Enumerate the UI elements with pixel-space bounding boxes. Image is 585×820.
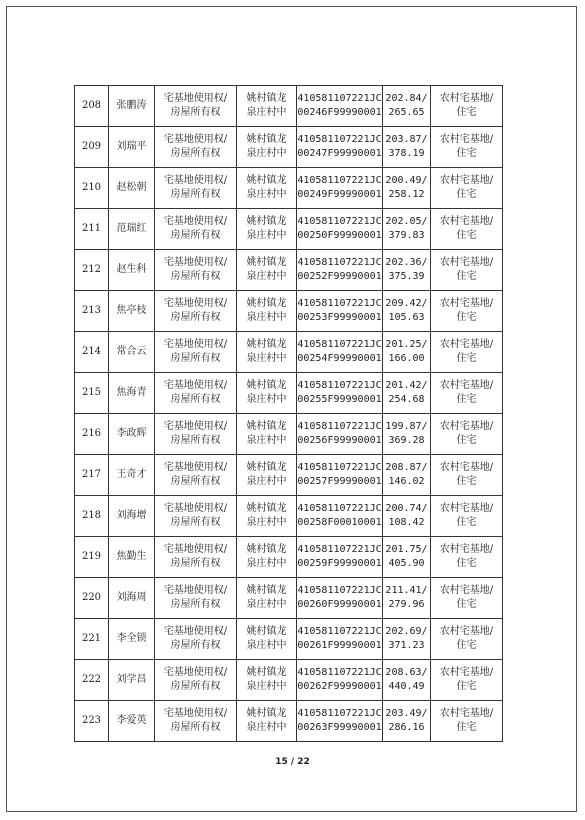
right-type-line-1: 宅基地使用权/ (163, 421, 228, 432)
location-cell (237, 455, 297, 496)
area-line-2: 378.19 (388, 148, 425, 159)
land-use-line-1: 农村宅基地/ (439, 708, 494, 719)
land-use-line-1: 农村宅基地/ (439, 298, 494, 309)
unit-code-line-2: 00254F99990001 (297, 353, 382, 364)
location-cell (237, 660, 297, 701)
right-type-cell (155, 455, 237, 496)
location-line-2: 泉庄村中 (246, 353, 287, 364)
unit-code-cell (297, 619, 383, 660)
right-type-cell (155, 332, 237, 373)
land-use-cell (431, 332, 503, 373)
land-use-line-2: 住宅 (456, 558, 477, 569)
area-line-1: 202.36/ (385, 257, 428, 268)
location-cell (237, 291, 297, 332)
location-line-1: 姚村镇龙 (246, 175, 287, 186)
location-line-1: 姚村镇龙 (246, 626, 287, 637)
area-line-1: 209.42/ (385, 298, 428, 309)
unit-code-cell (297, 496, 383, 537)
right-type-line-1: 宅基地使用权/ (163, 380, 228, 391)
table-row (75, 496, 503, 537)
right-type-line-2: 房屋所有权 (170, 107, 221, 118)
right-type-line-1: 宅基地使用权/ (163, 134, 228, 145)
right-type-line-2: 房屋所有权 (170, 148, 221, 159)
location-cell (237, 619, 297, 660)
location-line-2: 泉庄村中 (246, 107, 287, 118)
area-line-2: 375.39 (388, 271, 425, 282)
right-type-line-1: 宅基地使用权/ (163, 585, 228, 596)
land-use-line-1: 农村宅基地/ (439, 626, 494, 637)
area-line-2: 265.65 (388, 107, 425, 118)
right-type-line-2: 房屋所有权 (170, 681, 221, 692)
land-use-cell (431, 701, 503, 742)
area-cell (383, 701, 431, 742)
table-row (75, 209, 503, 250)
owner-name-cell: 李全锁 (109, 619, 155, 660)
land-use-cell (431, 619, 503, 660)
land-use-line-1: 农村宅基地/ (439, 216, 494, 227)
unit-code-cell (297, 332, 383, 373)
land-use-line-1: 农村宅基地/ (439, 175, 494, 186)
area-line-2: 286.16 (388, 722, 425, 733)
area-line-2: 440.49 (388, 681, 425, 692)
land-use-cell (431, 291, 503, 332)
right-type-cell (155, 619, 237, 660)
unit-code-line-1: 410581107221JC (297, 626, 382, 637)
location-line-1: 姚村镇龙 (246, 339, 287, 350)
unit-code-line-1: 410581107221JC (297, 134, 382, 145)
unit-code-line-1: 410581107221JC (297, 585, 382, 596)
table-row (75, 619, 503, 660)
land-use-line-1: 农村宅基地/ (439, 93, 494, 104)
land-use-line-1: 农村宅基地/ (439, 585, 494, 596)
location-line-2: 泉庄村中 (246, 394, 287, 405)
unit-code-cell (297, 373, 383, 414)
location-line-1: 姚村镇龙 (246, 257, 287, 268)
area-line-1: 203.49/ (385, 708, 428, 719)
land-use-cell (431, 373, 503, 414)
records-table-body (75, 86, 503, 742)
record-number-cell: 212 (75, 250, 109, 291)
area-line-2: 369.28 (388, 435, 425, 446)
area-line-1: 208.87/ (385, 462, 428, 473)
land-use-line-1: 农村宅基地/ (439, 503, 494, 514)
table-row (75, 373, 503, 414)
right-type-line-2: 房屋所有权 (170, 312, 221, 323)
record-number-cell: 218 (75, 496, 109, 537)
unit-code-line-2: 00252F99990001 (297, 271, 382, 282)
right-type-cell (155, 127, 237, 168)
owner-name-cell: 常合云 (109, 332, 155, 373)
location-line-2: 泉庄村中 (246, 312, 287, 323)
right-type-line-2: 房屋所有权 (170, 353, 221, 364)
land-use-line-2: 住宅 (456, 148, 477, 159)
unit-code-line-1: 410581107221JC (297, 93, 382, 104)
record-number-cell: 209 (75, 127, 109, 168)
land-use-line-2: 住宅 (456, 722, 477, 733)
location-cell (237, 373, 297, 414)
area-cell (383, 660, 431, 701)
location-line-2: 泉庄村中 (246, 640, 287, 651)
land-use-line-1: 农村宅基地/ (439, 339, 494, 350)
right-type-line-1: 宅基地使用权/ (163, 667, 228, 678)
area-line-2: 105.63 (388, 312, 425, 323)
right-type-line-1: 宅基地使用权/ (163, 626, 228, 637)
owner-name-cell: 焦海青 (109, 373, 155, 414)
area-line-1: 201.75/ (385, 544, 428, 555)
location-cell (237, 332, 297, 373)
land-use-line-2: 住宅 (456, 640, 477, 651)
right-type-line-2: 房屋所有权 (170, 271, 221, 282)
record-number-cell: 213 (75, 291, 109, 332)
unit-code-cell (297, 250, 383, 291)
area-line-2: 166.00 (388, 353, 425, 364)
area-line-1: 201.25/ (385, 339, 428, 350)
right-type-line-1: 宅基地使用权/ (163, 339, 228, 350)
location-line-2: 泉庄村中 (246, 517, 287, 528)
land-use-cell (431, 660, 503, 701)
record-number-cell: 216 (75, 414, 109, 455)
area-cell (383, 414, 431, 455)
land-use-line-1: 农村宅基地/ (439, 544, 494, 555)
unit-code-line-1: 410581107221JC (297, 380, 382, 391)
area-line-1: 208.63/ (385, 667, 428, 678)
area-line-2: 371.23 (388, 640, 425, 651)
record-number-cell: 223 (75, 701, 109, 742)
table-row (75, 127, 503, 168)
location-line-2: 泉庄村中 (246, 476, 287, 487)
land-use-cell (431, 414, 503, 455)
unit-code-line-1: 410581107221JC (297, 462, 382, 473)
land-use-line-2: 住宅 (456, 394, 477, 405)
right-type-cell (155, 291, 237, 332)
location-line-2: 泉庄村中 (246, 435, 287, 446)
right-type-line-1: 宅基地使用权/ (163, 257, 228, 268)
unit-code-line-2: 00259F99990001 (297, 558, 382, 569)
location-cell (237, 537, 297, 578)
record-number-cell: 220 (75, 578, 109, 619)
area-line-1: 202.69/ (385, 626, 428, 637)
area-line-1: 211.41/ (385, 585, 428, 596)
owner-name-cell: 焦亭枝 (109, 291, 155, 332)
unit-code-cell (297, 701, 383, 742)
unit-code-cell (297, 414, 383, 455)
unit-code-cell (297, 291, 383, 332)
right-type-line-1: 宅基地使用权/ (163, 544, 228, 555)
unit-code-line-2: 00249F99990001 (297, 189, 382, 200)
unit-code-cell (297, 127, 383, 168)
right-type-line-2: 房屋所有权 (170, 476, 221, 487)
unit-code-cell (297, 578, 383, 619)
location-cell (237, 168, 297, 209)
right-type-line-2: 房屋所有权 (170, 599, 221, 610)
land-use-cell (431, 127, 503, 168)
unit-code-line-2: 00253F99990001 (297, 312, 382, 323)
land-use-cell (431, 168, 503, 209)
land-use-line-1: 农村宅基地/ (439, 462, 494, 473)
land-use-line-1: 农村宅基地/ (439, 667, 494, 678)
area-line-1: 202.05/ (385, 216, 428, 227)
right-type-line-2: 房屋所有权 (170, 558, 221, 569)
right-type-line-2: 房屋所有权 (170, 640, 221, 651)
unit-code-line-2: 00257F99990001 (297, 476, 382, 487)
area-cell (383, 127, 431, 168)
owner-name-cell: 张鹏涛 (109, 86, 155, 127)
location-line-1: 姚村镇龙 (246, 421, 287, 432)
area-cell (383, 168, 431, 209)
area-cell (383, 373, 431, 414)
location-line-2: 泉庄村中 (246, 230, 287, 241)
unit-code-line-2: 00256F99990001 (297, 435, 382, 446)
area-cell (383, 619, 431, 660)
right-type-line-1: 宅基地使用权/ (163, 708, 228, 719)
right-type-cell (155, 414, 237, 455)
land-use-line-2: 住宅 (456, 435, 477, 446)
location-line-2: 泉庄村中 (246, 681, 287, 692)
area-cell (383, 332, 431, 373)
land-use-line-2: 住宅 (456, 107, 477, 118)
owner-name-cell: 焦勤生 (109, 537, 155, 578)
location-line-2: 泉庄村中 (246, 148, 287, 159)
right-type-line-1: 宅基地使用权/ (163, 175, 228, 186)
area-line-1: 202.84/ (385, 93, 428, 104)
land-use-line-1: 农村宅基地/ (439, 380, 494, 391)
unit-code-cell (297, 168, 383, 209)
area-line-2: 379.83 (388, 230, 425, 241)
land-use-line-2: 住宅 (456, 599, 477, 610)
right-type-cell (155, 578, 237, 619)
location-line-1: 姚村镇龙 (246, 298, 287, 309)
unit-code-line-1: 410581107221JC (297, 708, 382, 719)
location-cell (237, 86, 297, 127)
unit-code-cell (297, 86, 383, 127)
owner-name-cell: 刘瑞平 (109, 127, 155, 168)
table-row (75, 537, 503, 578)
area-line-1: 200.49/ (385, 175, 428, 186)
owner-name-cell: 刘海周 (109, 578, 155, 619)
land-use-cell (431, 209, 503, 250)
right-type-cell (155, 537, 237, 578)
unit-code-line-2: 00261F99990001 (297, 640, 382, 651)
area-line-1: 200.74/ (385, 503, 428, 514)
area-line-1: 203.87/ (385, 134, 428, 145)
location-line-1: 姚村镇龙 (246, 667, 287, 678)
land-use-cell (431, 537, 503, 578)
location-line-1: 姚村镇龙 (246, 93, 287, 104)
table-row (75, 701, 503, 742)
unit-code-line-1: 410581107221JC (297, 339, 382, 350)
table-row (75, 455, 503, 496)
area-cell (383, 209, 431, 250)
location-cell (237, 127, 297, 168)
unit-code-line-2: 00255F99990001 (297, 394, 382, 405)
unit-code-line-1: 410581107221JC (297, 216, 382, 227)
table-row (75, 168, 503, 209)
right-type-cell (155, 209, 237, 250)
area-line-1: 199.87/ (385, 421, 428, 432)
right-type-cell (155, 373, 237, 414)
land-use-cell (431, 455, 503, 496)
unit-code-line-2: 00262F99990001 (297, 681, 382, 692)
location-cell (237, 250, 297, 291)
location-line-2: 泉庄村中 (246, 599, 287, 610)
area-cell (383, 250, 431, 291)
owner-name-cell: 范瑞红 (109, 209, 155, 250)
right-type-line-2: 房屋所有权 (170, 189, 221, 200)
owner-name-cell: 赵生科 (109, 250, 155, 291)
area-line-2: 405.90 (388, 558, 425, 569)
unit-code-line-1: 410581107221JC (297, 257, 382, 268)
unit-code-line-2: 00260F99990001 (297, 599, 382, 610)
location-line-2: 泉庄村中 (246, 722, 287, 733)
area-cell (383, 578, 431, 619)
location-cell (237, 209, 297, 250)
owner-name-cell: 赵松朝 (109, 168, 155, 209)
unit-code-line-1: 410581107221JC (297, 667, 382, 678)
area-line-2: 108.42 (388, 517, 425, 528)
location-line-2: 泉庄村中 (246, 558, 287, 569)
land-use-line-2: 住宅 (456, 271, 477, 282)
records-table (74, 85, 503, 742)
unit-code-line-1: 410581107221JC (297, 175, 382, 186)
right-type-cell (155, 496, 237, 537)
owner-name-cell: 王奇才 (109, 455, 155, 496)
location-line-1: 姚村镇龙 (246, 380, 287, 391)
area-cell (383, 86, 431, 127)
right-type-line-1: 宅基地使用权/ (163, 462, 228, 473)
unit-code-cell (297, 660, 383, 701)
unit-code-line-2: 00263F99990001 (297, 722, 382, 733)
unit-code-line-2: 00250F99990001 (297, 230, 382, 241)
page-number: 15 / 22 (275, 757, 310, 767)
record-number-cell: 210 (75, 168, 109, 209)
area-line-2: 254.68 (388, 394, 425, 405)
table-row (75, 332, 503, 373)
right-type-line-2: 房屋所有权 (170, 435, 221, 446)
location-cell (237, 701, 297, 742)
area-cell (383, 455, 431, 496)
location-line-1: 姚村镇龙 (246, 544, 287, 555)
unit-code-line-2: 00258F00010001 (297, 517, 382, 528)
right-type-cell (155, 86, 237, 127)
location-cell (237, 414, 297, 455)
record-number-cell: 211 (75, 209, 109, 250)
location-line-2: 泉庄村中 (246, 271, 287, 282)
location-line-1: 姚村镇龙 (246, 216, 287, 227)
right-type-line-1: 宅基地使用权/ (163, 503, 228, 514)
land-use-line-2: 住宅 (456, 681, 477, 692)
record-number-cell: 219 (75, 537, 109, 578)
record-number-cell: 221 (75, 619, 109, 660)
unit-code-line-1: 410581107221JC (297, 421, 382, 432)
right-type-cell (155, 701, 237, 742)
area-line-2: 146.02 (388, 476, 425, 487)
record-number-cell: 222 (75, 660, 109, 701)
unit-code-cell (297, 209, 383, 250)
area-cell (383, 537, 431, 578)
land-use-line-2: 住宅 (456, 517, 477, 528)
right-type-line-2: 房屋所有权 (170, 517, 221, 528)
right-type-line-1: 宅基地使用权/ (163, 298, 228, 309)
right-type-line-2: 房屋所有权 (170, 394, 221, 405)
land-use-line-1: 农村宅基地/ (439, 257, 494, 268)
area-cell (383, 291, 431, 332)
table-row (75, 660, 503, 701)
location-line-2: 泉庄村中 (246, 189, 287, 200)
unit-code-line-1: 410581107221JC (297, 298, 382, 309)
land-use-cell (431, 578, 503, 619)
table-row (75, 291, 503, 332)
location-line-1: 姚村镇龙 (246, 503, 287, 514)
land-use-line-2: 住宅 (456, 353, 477, 364)
location-line-1: 姚村镇龙 (246, 585, 287, 596)
table-row (75, 250, 503, 291)
unit-code-cell (297, 537, 383, 578)
location-line-1: 姚村镇龙 (246, 462, 287, 473)
land-use-line-1: 农村宅基地/ (439, 134, 494, 145)
land-use-line-2: 住宅 (456, 230, 477, 241)
owner-name-cell: 刘海增 (109, 496, 155, 537)
owner-name-cell: 李爱英 (109, 701, 155, 742)
owner-name-cell: 刘学昌 (109, 660, 155, 701)
owner-name-cell: 李政辉 (109, 414, 155, 455)
location-line-1: 姚村镇龙 (246, 134, 287, 145)
table-row (75, 86, 503, 127)
land-use-line-2: 住宅 (456, 476, 477, 487)
right-type-cell (155, 168, 237, 209)
location-line-1: 姚村镇龙 (246, 708, 287, 719)
record-number-cell: 214 (75, 332, 109, 373)
right-type-line-1: 宅基地使用权/ (163, 216, 228, 227)
unit-code-line-2: 00247F99990001 (297, 148, 382, 159)
land-use-line-2: 住宅 (456, 312, 477, 323)
table-row (75, 578, 503, 619)
record-number-cell: 215 (75, 373, 109, 414)
table-row (75, 414, 503, 455)
right-type-line-1: 宅基地使用权/ (163, 93, 228, 104)
land-use-line-1: 农村宅基地/ (439, 421, 494, 432)
area-line-1: 201.42/ (385, 380, 428, 391)
land-use-cell (431, 250, 503, 291)
right-type-line-2: 房屋所有权 (170, 230, 221, 241)
area-line-2: 258.12 (388, 189, 425, 200)
right-type-cell (155, 660, 237, 701)
area-cell (383, 496, 431, 537)
location-cell (237, 496, 297, 537)
record-number-cell: 217 (75, 455, 109, 496)
record-number-cell: 208 (75, 86, 109, 127)
right-type-cell (155, 250, 237, 291)
unit-code-line-1: 410581107221JC (297, 544, 382, 555)
unit-code-line-2: 00246F99990001 (297, 107, 382, 118)
land-use-cell (431, 86, 503, 127)
right-type-line-2: 房屋所有权 (170, 722, 221, 733)
land-use-line-2: 住宅 (456, 189, 477, 200)
location-cell (237, 578, 297, 619)
unit-code-line-1: 410581107221JC (297, 503, 382, 514)
unit-code-cell (297, 455, 383, 496)
area-line-2: 279.96 (388, 599, 425, 610)
land-use-cell (431, 496, 503, 537)
